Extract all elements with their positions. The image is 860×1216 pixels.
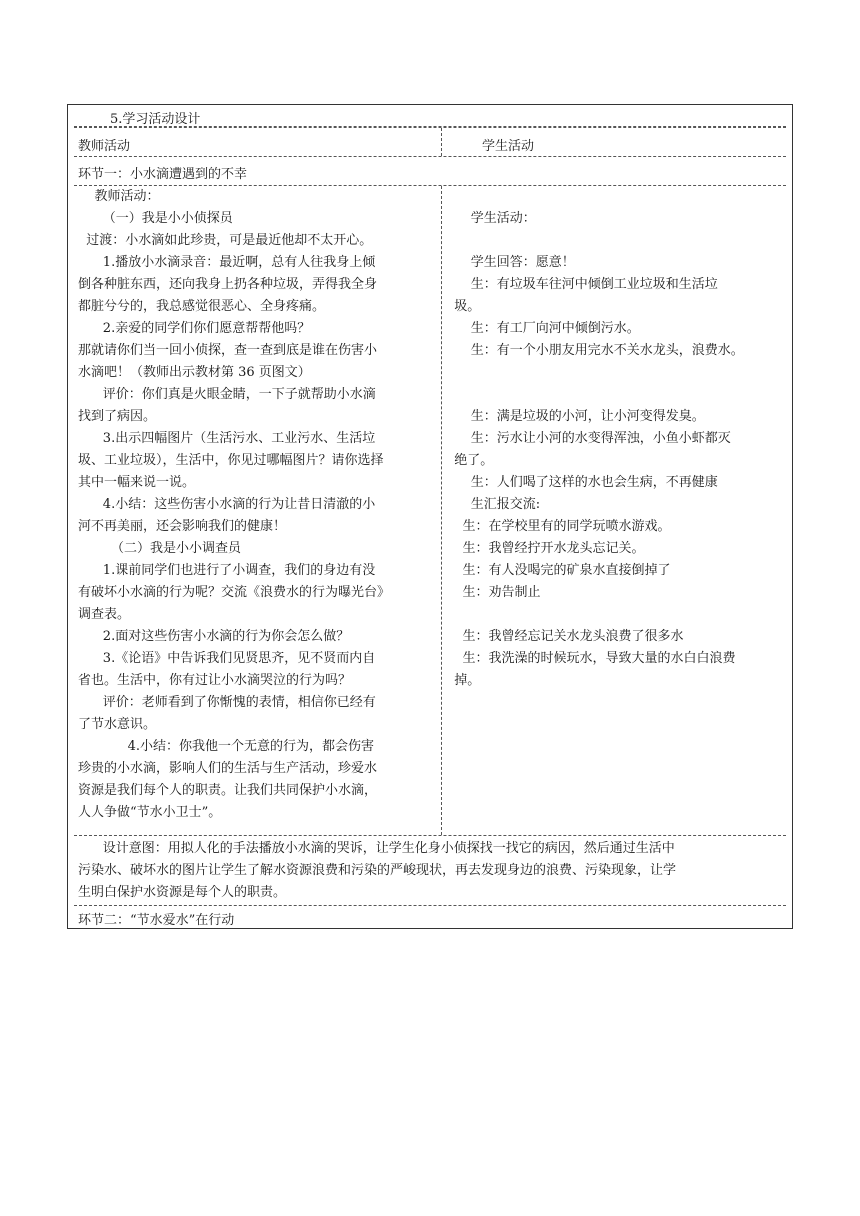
student-line: 生：人们喝了这样的水也会生病，不再健康: [446, 475, 718, 490]
teacher-line: 了节水意识。: [78, 717, 157, 732]
teacher-line: 4.小结：你我他一个无意的行为，都会伤害: [78, 739, 374, 754]
teacher-line: 都脏兮兮的，我总感觉很恶心、全身疼痛。: [78, 299, 326, 314]
student-line: 生：有人没喝完的矿泉水直接倒掉了: [446, 563, 671, 578]
student-activity-cell: [442, 186, 786, 835]
teacher-line: 评价：老师看到了你惭愧的表情，相信你已经有: [78, 695, 376, 710]
teacher-line: 有破坏小水滴的行为呢？交流《浪费水的行为曝光台》: [78, 585, 391, 600]
student-line: 学生回答：愿意！: [446, 255, 575, 270]
student-line: 掉。: [446, 673, 481, 688]
teacher-line: 水滴吧！（教师出示教材第 36 页图文）: [78, 365, 311, 380]
design-line: 污染水、破坏水的图片让学生了解水资源浪费和污染的严峻现状，再去发现身边的浪费、污染现象，让学: [78, 863, 677, 878]
teacher-activity-text: [78, 186, 441, 824]
teacher-line: 2.面对这些伤害小水滴的行为你会怎么做？: [78, 629, 350, 644]
student-line: 绝了。: [446, 453, 494, 468]
teacher-line: 资源是我们每个人的职责。让我们共同保护小水滴，: [78, 783, 378, 798]
teacher-line: 1.播放小水滴录音：最近啊，总有人往我身上倾: [78, 255, 376, 270]
student-line: 生：有一个小朋友用完水不关水龙头，浪费水。: [446, 343, 744, 358]
teacher-activity-cell: [74, 186, 442, 835]
header-student: 学生活动: [482, 139, 535, 154]
teacher-line: 3.出示四幅图片（生活污水、工业污水、生活垃: [78, 431, 376, 446]
student-line: [446, 186, 786, 208]
teacher-line: 4.小结：这些伤害小水滴的行为让昔日清澈的小: [78, 497, 376, 512]
teacher-line: 找到了病因。: [78, 409, 157, 424]
stage1-title: 环节一：小水滴遭遇到的不幸: [78, 167, 248, 182]
student-line: 生：有工厂向河中倾倒污水。: [446, 321, 640, 336]
teacher-line: 倒各种脏东西，还向我身上扔各种垃圾，弄得我全身: [78, 277, 378, 292]
student-line: [446, 604, 786, 626]
teacher-line: 教师活动：: [78, 189, 160, 204]
student-line: 生：我曾经拧开水龙头忘记关。: [446, 541, 645, 556]
teacher-line: 珍贵的小水滴，影响人们的生活与生产活动，珍爱水: [78, 761, 378, 776]
teacher-line: 其中一幅来说一说。: [78, 475, 196, 490]
stage2-title: 环节二：“节水爱水”在行动: [78, 913, 235, 928]
teacher-line: （二）我是小小调查员: [78, 541, 242, 556]
teacher-line: 人人争做“节水小卫士”。: [78, 805, 222, 820]
section-title: 5.学习活动设计: [110, 112, 201, 127]
student-line: [446, 362, 786, 384]
header-student-cell: [442, 128, 786, 156]
teacher-line: 河不再美丽，还会影响我们的健康！: [78, 519, 287, 534]
teacher-line: 调查表。: [78, 607, 131, 622]
student-line: 生：劝告制止: [446, 585, 541, 600]
header-row: [74, 127, 786, 157]
student-line: [446, 230, 786, 252]
student-line: 圾。: [446, 299, 481, 314]
design-intent-text: [78, 838, 786, 904]
stage1-row: [74, 157, 786, 186]
student-line: 生：我曾经忘记关水龙头浪费了很多水: [446, 629, 684, 644]
student-line: 学生活动：: [446, 211, 536, 226]
design-line: 设计意图：用拟人化的手法播放小水滴的哭诉，让学生化身小侦探找一找它的病因，然后通过生活中: [78, 841, 675, 856]
teacher-line: 那就请你们当一回小侦探，查一查到底是谁在伤害小: [78, 343, 378, 358]
design-intent-row: [74, 836, 786, 906]
teacher-line: 评价：你们真是火眼金睛，一下子就帮助小水滴: [78, 387, 376, 402]
teacher-line: 2.亲爱的同学们你们愿意帮帮他吗？: [78, 321, 311, 336]
content-row: [74, 186, 786, 836]
student-line: 生：满是垃圾的小河，让小河变得发臭。: [446, 409, 705, 424]
activity-design-table: [67, 104, 793, 929]
section-title-row: [74, 105, 786, 127]
student-activity-text: [446, 186, 786, 692]
student-line: 生：我洗澡的时候玩水，导致大量的水白白浪费: [446, 651, 736, 666]
student-line: 生：在学校里有的同学玩喷水游戏。: [446, 519, 671, 534]
teacher-line: （一）我是小小侦探员: [78, 211, 233, 226]
stage2-row: [74, 906, 786, 928]
student-line: 生：污水让小河的水变得浑浊，小鱼小虾都灭: [446, 431, 731, 446]
teacher-line: 过渡：小水滴如此珍贵，可是最近他却不太开心。: [78, 233, 373, 248]
teacher-line: 省也。生活中，你有过让小水滴哭泣的行为吗？: [78, 673, 352, 688]
teacher-line: 1.课前同学们也进行了小调查，我们的身边有没: [78, 563, 376, 578]
teacher-line: 3.《论语》中告诉我们见贤思齐，见不贤而内自: [78, 651, 376, 666]
student-line: 生汇报交流:: [446, 497, 541, 512]
header-teacher-cell: [74, 128, 442, 156]
header-teacher: 教师活动: [78, 139, 131, 154]
student-line: 生：有垃圾车往河中倾倒工业垃圾和生活垃: [446, 277, 718, 292]
teacher-line: 圾、工业垃圾），生活中，你见过哪幅图片？请你选择: [78, 453, 384, 468]
design-line: 生明白保护水资源是每个人的职责。: [78, 885, 287, 900]
student-line: [446, 384, 786, 406]
